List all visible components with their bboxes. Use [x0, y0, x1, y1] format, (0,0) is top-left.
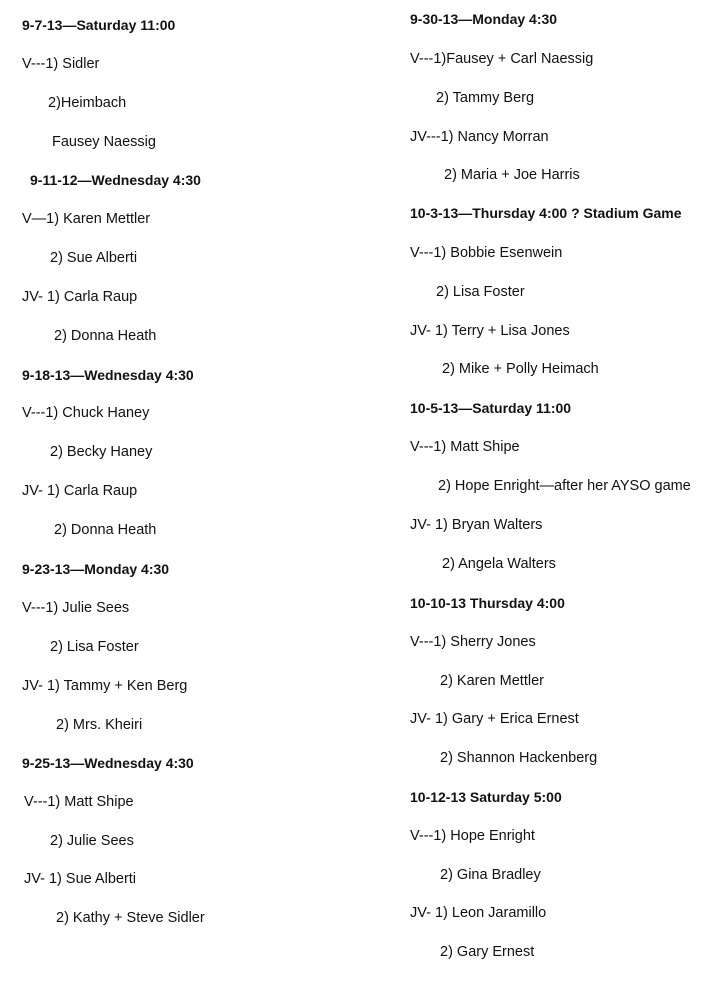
schedule-entry: 2) Mrs. Kheiri: [56, 717, 143, 733]
schedule-entry: V---1) Sidler: [22, 56, 100, 72]
schedule-entry: V---1)Fausey + Carl Naessig: [410, 51, 594, 67]
schedule-entry: JV- 1) Bryan Walters: [410, 517, 543, 533]
schedule-date-heading: 9-11-12—Wednesday 4:30: [30, 172, 201, 188]
schedule-entry: Fausey Naessig: [52, 134, 156, 150]
schedule-entry: V---1) Hope Enright: [410, 828, 535, 844]
schedule-entry: 2)Heimbach: [48, 95, 127, 111]
schedule-entry: JV- 1) Tammy + Ken Berg: [22, 678, 188, 694]
schedule-entry: 2) Hope Enright—after her AYSO game: [438, 478, 691, 494]
schedule-date-heading: 9-30-13—Monday 4:30: [410, 11, 558, 27]
schedule-entry: V---1) Bobbie Esenwein: [410, 245, 563, 261]
schedule-date-heading: 10-5-13—Saturday 11:00: [410, 400, 572, 416]
schedule-entry: V---1) Chuck Haney: [22, 405, 150, 421]
schedule-date-heading: 10-10-13 Thursday 4:00: [410, 595, 565, 611]
schedule-date-heading: 9-18-13—Wednesday 4:30: [22, 367, 194, 383]
schedule-entry: JV- 1) Sue Alberti: [24, 871, 137, 887]
schedule-entry: V---1) Matt Shipe: [410, 439, 520, 455]
schedule-date-heading: 9-7-13—Saturday 11:00: [22, 17, 176, 33]
schedule-entry: 2) Donna Heath: [54, 328, 157, 344]
schedule-entry: 2) Shannon Hackenberg: [440, 750, 598, 766]
schedule-entry: JV- 1) Gary + Erica Ernest: [410, 711, 579, 727]
schedule-date-heading: 10-3-13—Thursday 4:00 ? Stadium Game: [410, 205, 682, 221]
schedule-entry: 2) Kathy + Steve Sidler: [56, 910, 205, 926]
schedule-entry: JV- 1) Leon Jaramillo: [410, 905, 547, 921]
schedule-entry: JV- 1) Carla Raup: [22, 483, 138, 499]
schedule-entry: 2) Becky Haney: [50, 444, 153, 460]
schedule-entry: 2) Karen Mettler: [440, 673, 544, 689]
schedule-entry: JV- 1) Terry + Lisa Jones: [410, 323, 570, 339]
schedule-entry: 2) Donna Heath: [54, 522, 157, 538]
schedule-entry: JV---1) Nancy Morran: [410, 129, 549, 145]
schedule-date-heading: 9-23-13—Monday 4:30: [22, 561, 170, 577]
schedule-entry: 2) Julie Sees: [50, 833, 134, 849]
schedule-entry: 2) Tammy Berg: [436, 90, 535, 106]
schedule-date-heading: 9-25-13—Wednesday 4:30: [22, 755, 194, 771]
schedule-entry: 2) Mike + Polly Heimach: [442, 361, 599, 377]
schedule-entry: V---1) Julie Sees: [22, 600, 130, 616]
schedule-entry: V---1) Matt Shipe: [24, 794, 134, 810]
schedule-entry: V—1) Karen Mettler: [22, 211, 151, 227]
schedule-entry: 2) Gina Bradley: [440, 867, 541, 883]
schedule-entry: V---1) Sherry Jones: [410, 634, 536, 650]
schedule-entry: 2) Angela Walters: [442, 556, 556, 572]
schedule-entry: 2) Gary Ernest: [440, 944, 535, 960]
schedule-entry: 2) Lisa Foster: [436, 284, 525, 300]
schedule-entry: 2) Maria + Joe Harris: [444, 167, 580, 183]
schedule-entry: JV- 1) Carla Raup: [22, 289, 138, 305]
schedule-date-heading: 10-12-13 Saturday 5:00: [410, 789, 562, 805]
schedule-entry: 2) Sue Alberti: [50, 250, 138, 266]
schedule-entry: 2) Lisa Foster: [50, 639, 139, 655]
